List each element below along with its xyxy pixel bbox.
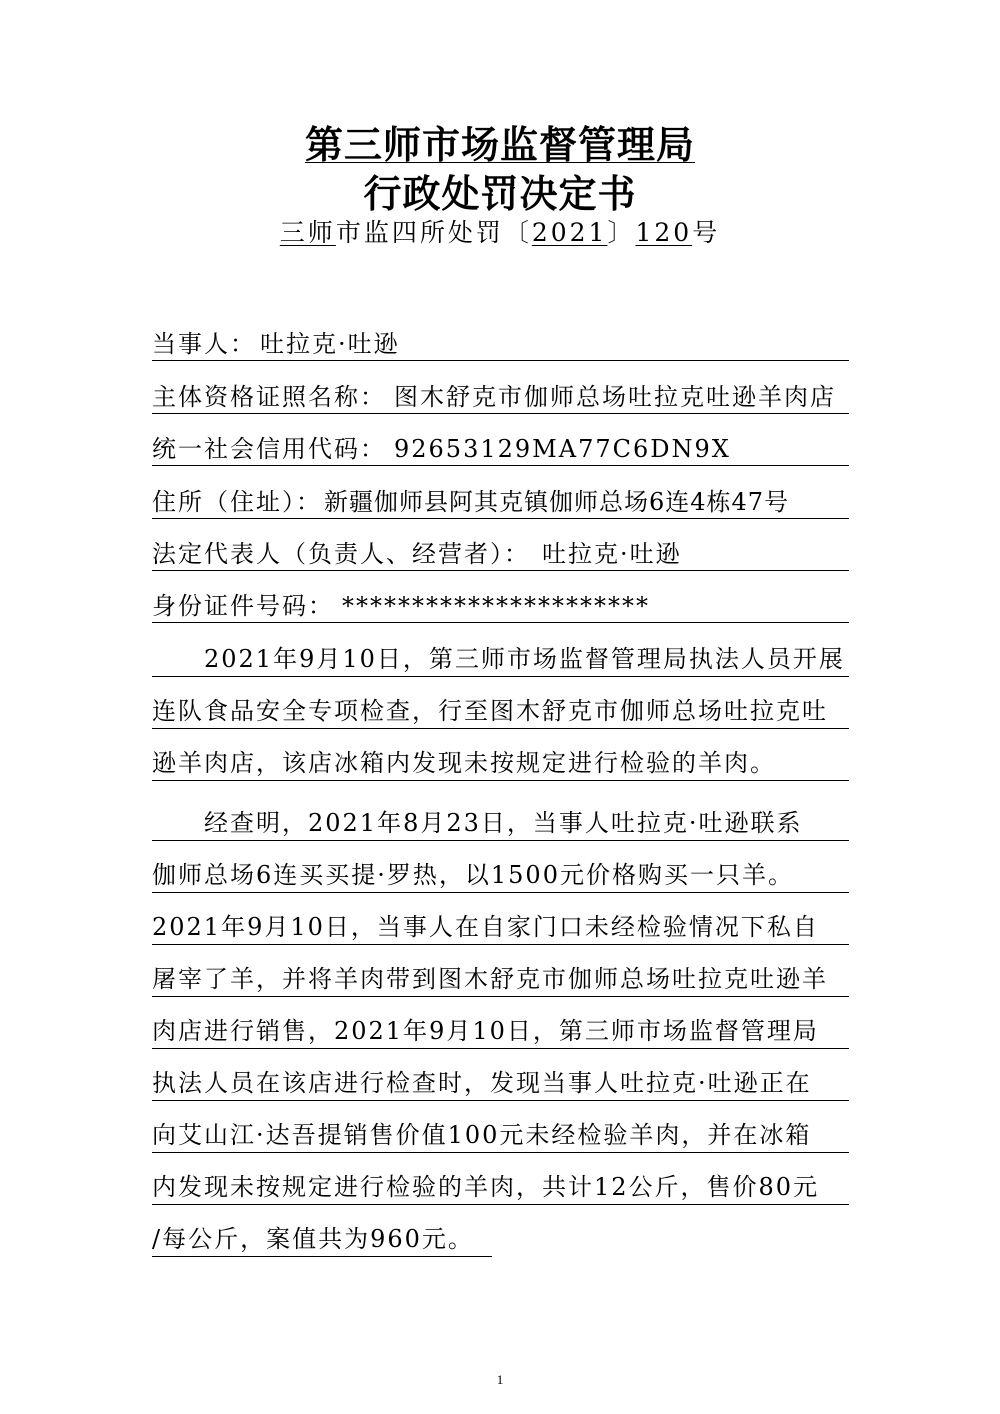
party-field	[152, 320, 849, 361]
paragraph1-line: 逊羊肉店，该店冰箱内发现未按规定进行检验的羊肉。	[152, 740, 849, 781]
credit-code-label: 统一社会信用代码：	[152, 435, 386, 463]
paragraph1-line: 连队食品安全专项检查，行至图木舒克市伽师总场吐拉克吐	[152, 688, 849, 729]
address-value: 新疆伽师县阿其克镇伽师总场6连4栋47号	[324, 488, 790, 516]
paragraph2-line: 经查明，2021年8月23日，当事人吐拉克·吐逊联系	[152, 800, 849, 841]
document-number	[0, 220, 1000, 245]
paragraph2-line: 2021年9月10日，当事人在自家门口未经检验情况下私自	[152, 904, 849, 945]
id-number-value: **********************	[342, 592, 650, 620]
paragraph1-line: 2021年9月10日，第三师市场监督管理局执法人员开展	[152, 636, 849, 677]
paragraph2-line: 肉店进行销售，2021年9月10日，第三师市场监督管理局	[152, 1008, 849, 1049]
credit-code-value: 92653129MA77C6DN9X	[394, 435, 731, 463]
credit-code-field	[152, 425, 849, 466]
paragraph2-line: 屠宰了羊，并将羊肉带到图木舒克市伽师总场吐拉克吐逊羊	[152, 956, 849, 997]
party-label: 当事人：	[152, 330, 256, 358]
document-title-line2: 行政处罚决定书	[363, 171, 637, 216]
party-value: 吐拉克·吐逊	[260, 330, 400, 358]
representative-field	[152, 530, 849, 571]
paragraph2-line: 向艾山江·达吾提销售价值100元未经检验羊肉，并在冰箱	[152, 1112, 849, 1153]
doc-suffix: 号	[692, 218, 721, 247]
doc-close: 〕	[607, 218, 636, 247]
doc-middle: 市监四所处罚〔	[335, 218, 532, 247]
id-number-label: 身份证件号码：	[152, 592, 334, 620]
id-number-field	[152, 582, 849, 623]
paragraph2-line: 伽师总场6连买买提·罗热，以1500元价格购买一只羊。	[152, 852, 849, 893]
paragraph2-line: 内发现未按规定进行检验的羊肉，共计12公斤，售价80元	[152, 1164, 849, 1205]
address-field	[152, 478, 849, 519]
entity-field	[152, 373, 849, 414]
document-title-line1: 第三师市场监督管理局	[304, 122, 695, 167]
doc-serial: 120	[635, 218, 693, 247]
paragraph2-line: 执法人员在该店进行检查时，发现当事人吐拉克·吐逊正在	[152, 1060, 849, 1101]
doc-year: 2021	[531, 218, 608, 247]
paragraph2-line: /每公斤，案值共为960元。	[152, 1216, 492, 1257]
representative-label: 法定代表人（负责人、经营者）：	[152, 540, 530, 568]
entity-value: 图木舒克市伽师总场吐拉克吐逊羊肉店	[394, 383, 836, 411]
doc-prefix: 三师	[279, 218, 336, 247]
page-number: 1	[496, 1372, 504, 1387]
entity-label: 主体资格证照名称：	[152, 383, 386, 411]
representative-value: 吐拉克·吐逊	[542, 540, 682, 568]
address-label: 住所（住址）：	[152, 488, 322, 516]
